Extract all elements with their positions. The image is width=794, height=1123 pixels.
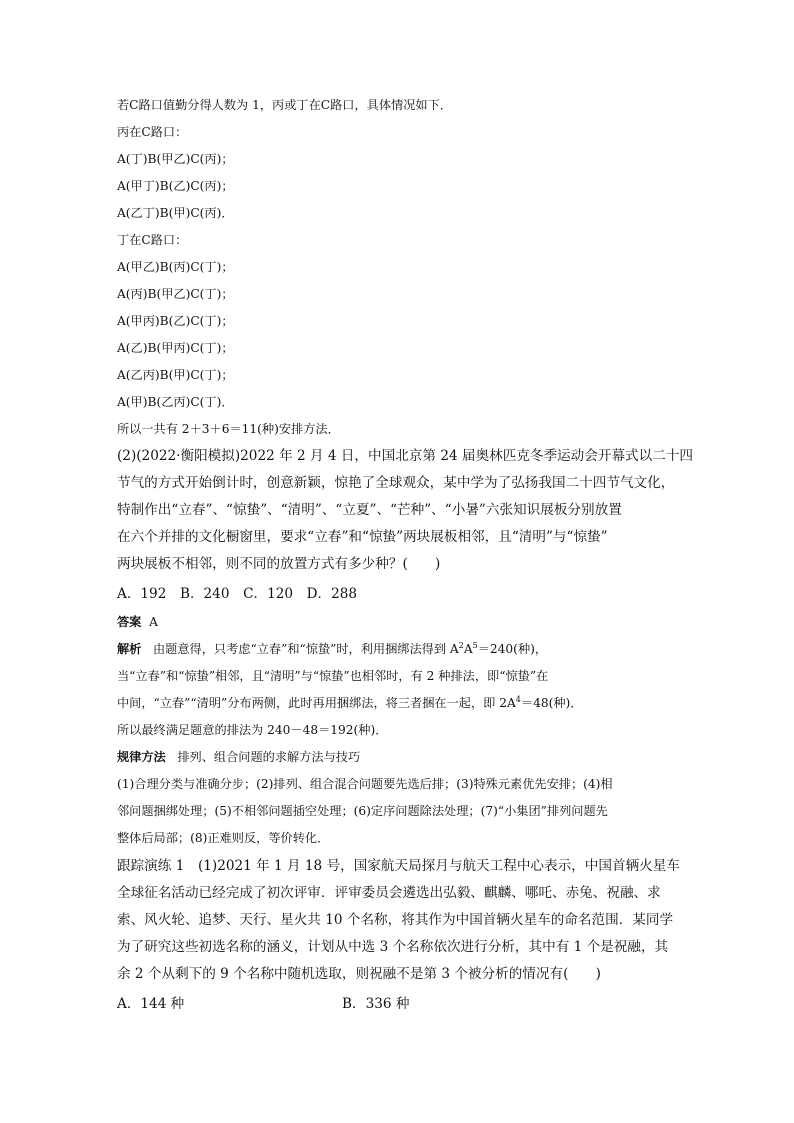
practice-option-b: B．336 种 — [342, 996, 410, 1012]
case-line: A(乙丙)B(甲)C(丁)； — [117, 368, 234, 382]
case-line: A(甲丁)B(乙)C(丙)； — [117, 179, 234, 193]
answer-label: 答案 — [117, 615, 142, 629]
question-line: 在六个并排的文化橱窗里，要求“立春”和“惊蛰”两块展板相邻，且“清明”与“惊蛰” — [117, 529, 608, 545]
analysis-line-1: 解析 由题意得，只考虑“立春”和“惊蛰”时，利用捆绑法得到 $A^2A^5=240$(种)， — [117, 641, 548, 656]
question-line: 两块展板不相邻，则不同的放置方式有多少种？( ) — [117, 556, 441, 572]
case-line: A(乙丁)B(甲)C(丙)． — [117, 206, 234, 220]
method-line: 邻问题捆绑处理；(5)不相邻问题插空处理；(6)定序问题除法处理；(7)“小集团”排列问题先 — [117, 804, 608, 818]
practice-line: 跟踪演练 1 (1)2021 年 1 月 18 号，国家航天局探月与航天工程中心表示，中国首辆火星车 — [117, 858, 680, 874]
method-label: 规律方法 — [117, 750, 166, 764]
case-line: A(甲乙)B(丙)C(丁)； — [117, 260, 234, 274]
practice-line: 全球征名活动已经完成了初次评审．评审委员会遴选出弘毅、麒麟、哪吒、赤兔、祝融、求 — [117, 885, 661, 901]
case-line: A(乙)B(甲丙)C(丁)； — [117, 341, 234, 355]
practice-option-a: A．144 种 — [117, 996, 185, 1012]
question-line: 节气的方式开始倒计时，创意新颖，惊艳了全球观众，某中学为了弘扬我国二十四节气文化， — [117, 475, 675, 491]
answer-line — [117, 614, 158, 630]
answer-value: A — [149, 615, 158, 629]
case-heading-ding: 丁在C路口： — [117, 233, 188, 247]
case-line: A(丙)B(甲乙)C(丁)； — [117, 287, 234, 301]
solution-intro: 若C路口值勤分得人数为 1，丙或丁在C路口，具体情况如下． — [117, 98, 452, 112]
method-title: 排列、组合问题的求解方法与技巧 — [177, 750, 361, 764]
method-line: 整体后局部；(8)正难则反，等价转化． — [117, 831, 330, 845]
practice-line: 索、风火轮、追梦、天行、星火共 10 个名称，将其作为中国首辆火星车的命名范围．某同学 — [117, 912, 674, 928]
question-line: 特制作出“立春”、“惊蛰”、“清明”、“立夏”、“芒种”、“小暑”六张知识展板分别放置 — [117, 502, 622, 518]
case-line: A(丁)B(甲乙)C(丙)； — [117, 152, 234, 166]
method-heading — [117, 749, 360, 765]
solution-total: 所以一共有 2＋3＋6＝11(种)安排方法． — [117, 422, 340, 436]
question-options: A．192 B．240 C．120 D．288 — [117, 586, 358, 602]
analysis-label: 解析 — [117, 642, 142, 656]
practice-line: 余 2 个从剩下的 9 个名称中随机选取，则祝融不是第 3 个被分析的情况有( ) — [117, 966, 601, 982]
case-heading-bing: 丙在C路口： — [117, 125, 188, 139]
method-line: (1)合理分类与准确分步；(2)排列、组合混合问题要先选后排；(3)特殊元素优先安排；(4)相 — [117, 777, 613, 791]
practice-line: 为了研究这些初选名称的涵义，计划从中选 3 个名称依次进行分析，其中有 1 个是祝融，其 — [117, 939, 669, 955]
analysis-line-3: 中间，“立春”“清明”分布两侧，此时再用捆绑法，将三者捆在一起，即 $2A^4=48$(种)． — [117, 695, 583, 710]
case-line: A(甲)B(乙丙)C(丁)． — [117, 395, 234, 409]
question-line: (2)(2022·衡阳模拟)2022 年 2 月 4 日，中国北京第 24 届奥林匹克冬季运动会开幕式以二十四 — [117, 448, 694, 464]
analysis-line-4: 所以最终满足题意的排法为 240－48＝192(种)． — [117, 723, 388, 737]
analysis-line-2: 当“立春”和“惊蛰”相邻，且“清明”与“惊蛰”也相邻时，有 2 种排法，即“惊蛰”在 — [117, 669, 549, 683]
case-line: A(甲丙)B(乙)C(丁)； — [117, 314, 234, 328]
